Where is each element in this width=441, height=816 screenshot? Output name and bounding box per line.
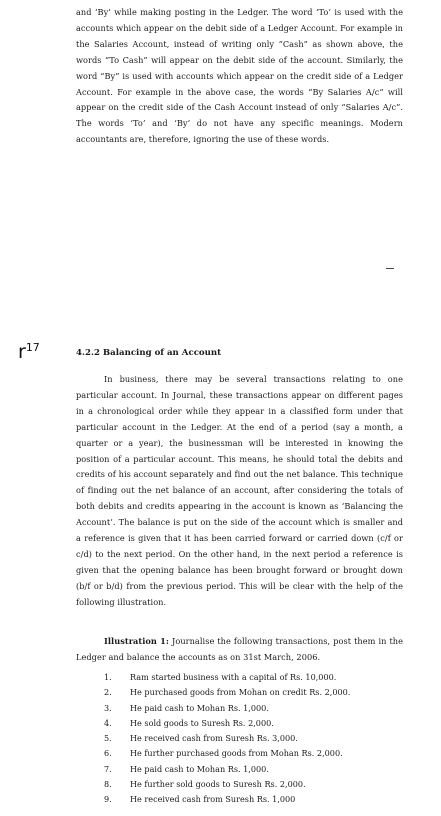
transaction-text: He purchased goods from Mohan on credit Rs. 2,000. xyxy=(130,687,351,698)
transaction-text: He further sold goods to Suresh Rs. 2,000. xyxy=(130,779,306,790)
transaction-number: 3. xyxy=(104,702,112,713)
margin-note-sup: 17 xyxy=(25,341,40,354)
margin-note xyxy=(18,343,40,362)
section-heading: 4.2.2 Balancing of an Account xyxy=(76,348,222,358)
transaction-number: 2. xyxy=(104,687,112,698)
transaction-item xyxy=(76,746,350,761)
stray-mark xyxy=(386,268,394,269)
intro-paragraph: and ‘By’ while making posting in the Ledger. The word ‘To’ is used with the accounts which appear on the debit side of a Ledger Account. For example in the Salaries Account, instead of writing only “Cash” as shown above, the words “To Cash” will appear on the debit side of the account. Similarly, the word “By” is used with accounts which appear on the credit side of a Ledger Account. For example in the above case, the words “By Salaries A/c” will appear on the credit side of the Cash Account instead of only “Salaries A/c”. The words ‘To’ and ‘By’ do not have any specific meanings. Modern accountants are, therefore, ignoring the use of these words. xyxy=(76,7,403,145)
transaction-text: He paid cash to Mohan Rs. 1,000. xyxy=(130,702,269,713)
section-paragraph: In business, there may be several transactions relating to one particular account. In Journal, these transactions appear on different pages in a chronological order while they appear in a classified form under that particular account in the Ledger. At the end of a period (say a month, a quarter or a year), the businessman will be interested in knowing the position of a particular account. This means, he should total the debits and credits of his account separately and find out the net balance. This technique of finding out the net balance of an account, after considering the totals of both debits and credits appearing in the account is known as ‘Balancing the Account’. The balance is put on the side of the account which is smaller and a reference is given that it has been carried forward or carried down (c/f or c/d) to the next period. On the other hand, in the next period a reference is given that the opening balance has been brought forward or brought down (b/f or b/d) from the previous period. This will be clear with the help of the following illustration. xyxy=(76,374,403,607)
illustration-label: Illustration 1: xyxy=(104,636,169,646)
transaction-item xyxy=(76,685,350,700)
illustration-intro xyxy=(76,634,403,666)
transaction-item xyxy=(76,762,350,777)
transaction-item xyxy=(76,792,350,807)
transaction-text: He received cash from Suresh Rs. 3,000. xyxy=(130,733,298,744)
transaction-list xyxy=(76,670,350,808)
transaction-number: 6. xyxy=(104,748,112,759)
transaction-number: 8. xyxy=(104,779,112,790)
transaction-text: He received cash from Suresh Rs. 1,000 xyxy=(130,794,296,805)
transaction-item xyxy=(76,701,350,716)
transaction-item xyxy=(76,716,350,731)
transaction-item xyxy=(76,670,350,685)
transaction-number: 4. xyxy=(104,717,112,728)
transaction-text: He sold goods to Suresh Rs. 2,000. xyxy=(130,717,274,728)
transaction-text: He further purchased goods from Mohan Rs. 2,000. xyxy=(130,748,343,759)
transaction-number: 7. xyxy=(104,763,112,774)
transaction-text: He paid cash to Mohan Rs. 1,000. xyxy=(130,763,269,774)
transaction-number: 1. xyxy=(104,672,112,682)
illustration-text: Journalise the following transactions, post them in the Ledger and balance the accounts as on 31st March, 2006. xyxy=(76,636,404,662)
transaction-number: 9. xyxy=(104,794,112,805)
transaction-item xyxy=(76,777,350,792)
transaction-item xyxy=(76,731,350,746)
transaction-text: Ram started business with a capital of Rs. 10,000. xyxy=(130,672,337,682)
margin-note-base: r xyxy=(18,341,26,363)
transaction-number: 5. xyxy=(104,733,112,744)
